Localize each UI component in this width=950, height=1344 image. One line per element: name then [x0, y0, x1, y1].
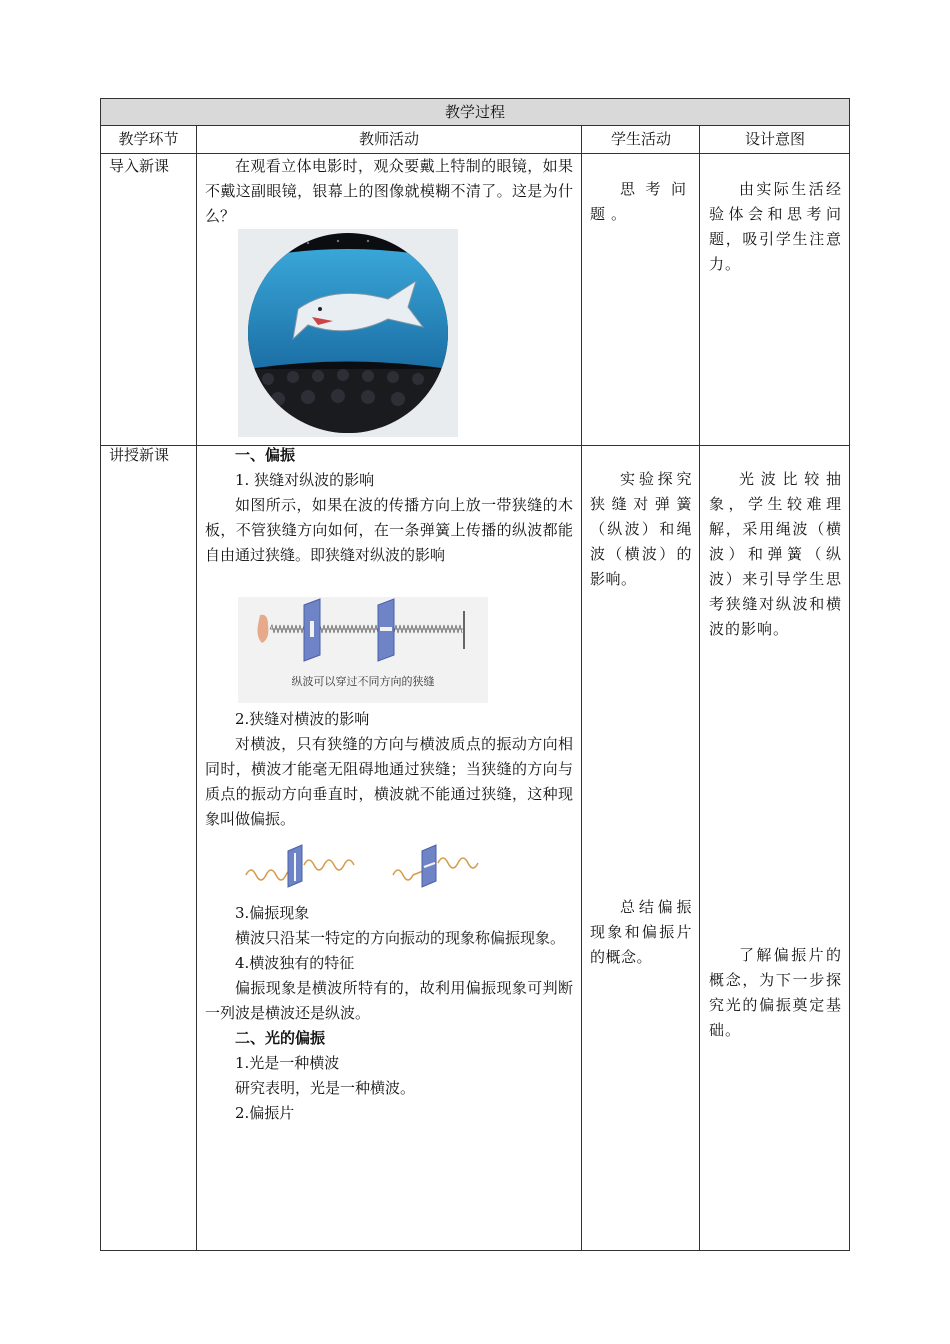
table-title: 教学过程 — [101, 99, 849, 126]
s4-text: 偏振现象是横波所特有的，故利用偏振现象可判断一列波是横波还是纵波。 — [205, 979, 573, 1022]
row1-design-text: 由实际生活经验体会和思考问题，吸引学生注意力。 — [709, 180, 842, 273]
row1-stage: 导入新课 — [109, 157, 170, 175]
figure-caption: 纵波可以穿过不同方向的狭缝 — [291, 675, 435, 688]
col-divider — [196, 125, 197, 1250]
row1-student — [590, 177, 692, 227]
row1-teacher-text: 在观看立体电影时，观众要戴上特制的眼镜，如果不戴这副眼镜，银幕上的图像就模糊不清了。这是为什么？ — [205, 157, 573, 225]
longitudinal-wave-figure — [238, 597, 488, 703]
row2-design-2 — [709, 943, 842, 1043]
col-header-student: 学生活动 — [610, 130, 671, 148]
row1-design — [709, 177, 842, 277]
design-text-1: 光波比较抽象，学生较难理解，采用绳波（横波）和弹簧（纵波）来引导学生思考狭缝对纵波和横波的影响。 — [709, 470, 842, 638]
col-header-teacher: 教师活动 — [358, 130, 419, 148]
row2-student-2 — [590, 895, 692, 970]
s5-text: 研究表明，光是一种横波。 — [235, 1079, 416, 1097]
s1-text: 如图所示，如果在波的传播方向上放一带狭缝的木板，不管狭缝方向如何，在一条弹簧上传播的纵波都能自由通过狭缝。即狭缝对纵波的影响 — [205, 496, 573, 564]
row2-teacher-part2 — [205, 707, 573, 832]
s4-title: 4.横波独有的特征 — [235, 954, 355, 972]
heading-polarization: 一、偏振 — [235, 446, 296, 464]
s6-title: 2.偏振片 — [235, 1104, 295, 1122]
transverse-wave-figure — [238, 841, 498, 893]
s5-title: 1.光是一种横波 — [235, 1054, 340, 1072]
row2-teacher — [205, 443, 573, 568]
s2-text: 对横波，只有狭缝的方向与横波质点的振动方向相同时，横波才能毫无阻碍地通过狭缝；当狭缝的方向与质点的振动方向垂直时，横波就不能通过狭缝，这种现象叫做偏振。 — [205, 735, 573, 828]
heading-light-polarization: 二、光的偏振 — [235, 1029, 326, 1047]
col-divider — [581, 125, 582, 1250]
student-text-2: 总结偏振现象和偏振片的概念。 — [590, 898, 692, 966]
row2-stage: 讲授新课 — [109, 446, 170, 464]
design-text-2: 了解偏振片的概念，为下一步探究光的偏振奠定基础。 — [709, 946, 842, 1039]
s3-text: 横波只沿某一特定的方向振动的现象称偏振现象。 — [235, 929, 566, 947]
col-header-stage: 教学环节 — [118, 130, 179, 148]
row1-student-text: 思考问题。 — [590, 180, 692, 223]
row2-student-1 — [590, 467, 692, 592]
col-header-design: 设计意图 — [744, 130, 805, 148]
teaching-process-table — [100, 98, 850, 1251]
row2-teacher-part3 — [205, 901, 573, 1126]
s3-title: 3.偏振现象 — [235, 904, 310, 922]
student-text-1: 实验探究狭缝对弹簧（纵波）和绳波（横波）的影响。 — [590, 470, 692, 588]
s2-title: 2.狭缝对横波的影响 — [235, 710, 370, 728]
3d-movie-image — [238, 229, 458, 437]
row1-teacher — [205, 154, 573, 229]
col-divider — [699, 125, 700, 1250]
s1-title: 1. 狭缝对纵波的影响 — [235, 471, 375, 489]
row2-design-1 — [709, 467, 842, 642]
